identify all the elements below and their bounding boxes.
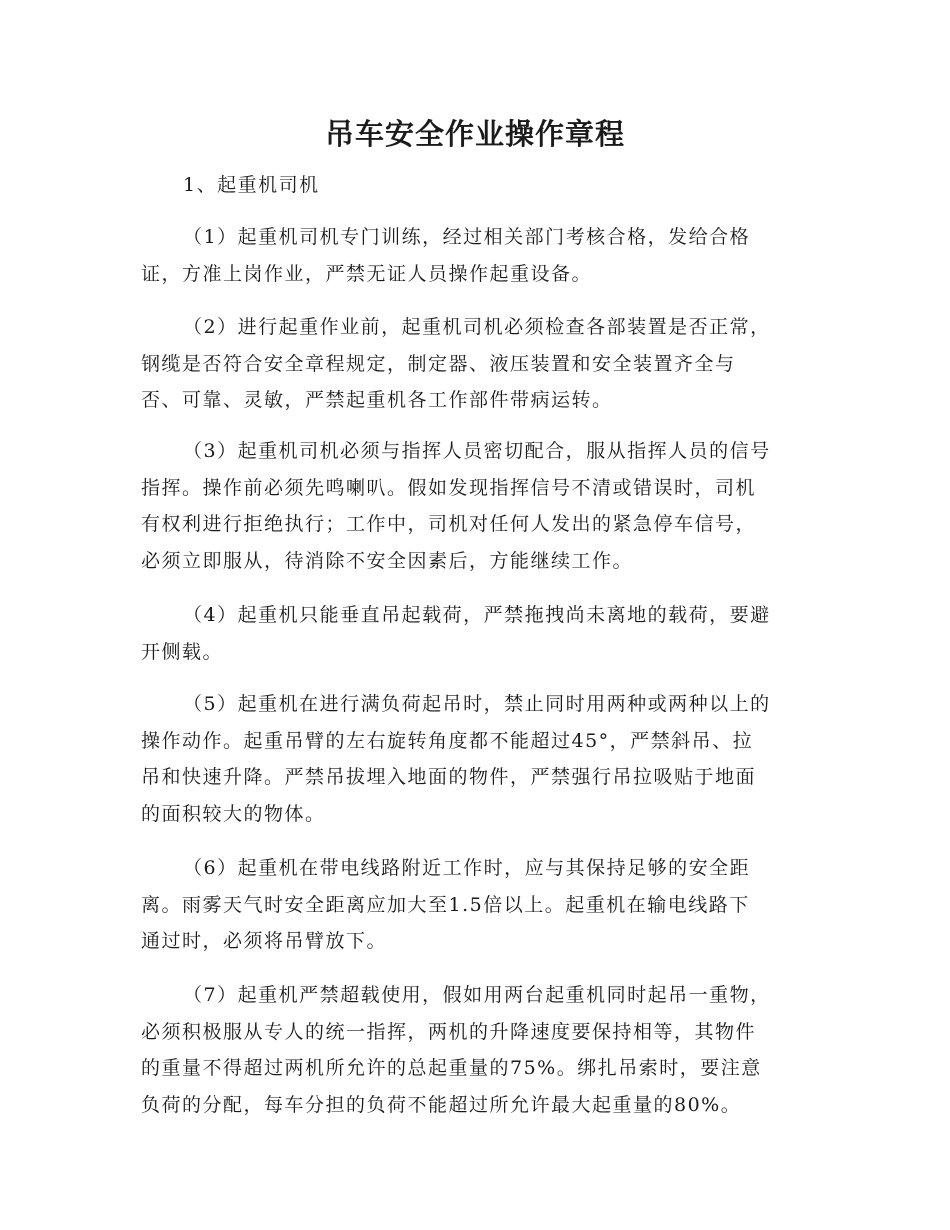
paragraph-5 [141,686,809,832]
paragraph-7 [141,977,809,1123]
paragraph-line: （7）起重机严禁超载使用，假如用两台起重机同时起吊一重物， [183,984,771,1006]
paragraph-line: 开侧载。 [141,640,224,663]
paragraph-1 [141,219,809,292]
paragraph-line: 有权利进行拒绝执行；工作中，司机对任何人发出的紧急停车信号， [141,513,757,535]
paragraph-4 [141,597,809,670]
paragraph-line: （2）进行起重作业前，起重机司机必须检查各部装置是否正常， [183,316,771,338]
paragraph-3 [141,433,809,579]
paragraph-line: 操作动作。起重吊臂的左右旋转角度都不能超过45°，严禁斜吊、拉 [141,729,754,752]
paragraph-line: 否、可靠、灵敏，严禁起重机各工作部件带病运转。 [141,389,613,411]
paragraph-line: （5）起重机在进行满负荷起吊时，禁止同时用两种或两种以上的 [183,693,771,715]
paragraph-line: （1）起重机司机专门训练，经过相关部门考核合格，发给合格 [183,226,751,248]
paragraph-line: 负荷的分配，每车分担的负荷不能超过所允许最大起重量的80%。 [141,1093,742,1116]
paragraph-6 [141,850,809,960]
paragraph-line: 的面积较大的物体。 [141,802,326,825]
paragraph-line: 通过时，必须将吊臂放下。 [141,930,388,952]
paragraph-line: 钢缆是否符合安全章程规定，制定器、液压装置和安全装置齐全与 [141,352,736,375]
paragraph-line: （6）起重机在带电线路附近工作时，应与其保持足够的安全距 [183,857,751,879]
document-title: 吊车安全作业操作章程 [324,117,625,151]
paragraph-line: 吊和快速升降。严禁吊拔埋入地面的物件，严禁强行吊拉吸贴于地面 [141,766,757,788]
paragraph-line: 离。雨雾天气时安全距离应加大至1.5倍以上。起重机在输电线路下 [141,893,750,916]
paragraph-line: 证，方准上岗作业，严禁无证人员操作起重设备。 [141,262,593,285]
paragraph-2 [141,309,809,419]
paragraph-line: （4）起重机只能垂直吊起载荷，严禁拖拽尚未离地的载荷，要避 [183,604,771,626]
section-heading: 1、起重机司机 [183,174,320,196]
paragraph-line: 必须积极服从专人的统一指挥，两机的升降速度要保持相等，其物件 [141,1020,757,1043]
paragraph-line: 指挥。操作前必须先鸣喇叭。假如发现指挥信号不清或错误时，司机 [141,476,757,499]
paragraph-line: 必须立即服从，待消除不安全因素后，方能继续工作。 [141,549,634,572]
paragraph-line: 的重量不得超过两机所允许的总起重量的75%。绑扎吊索时，要注意 [141,1057,762,1079]
paragraph-line: （3）起重机司机必须与指挥人员密切配合，服从指挥人员的信号 [183,440,771,462]
